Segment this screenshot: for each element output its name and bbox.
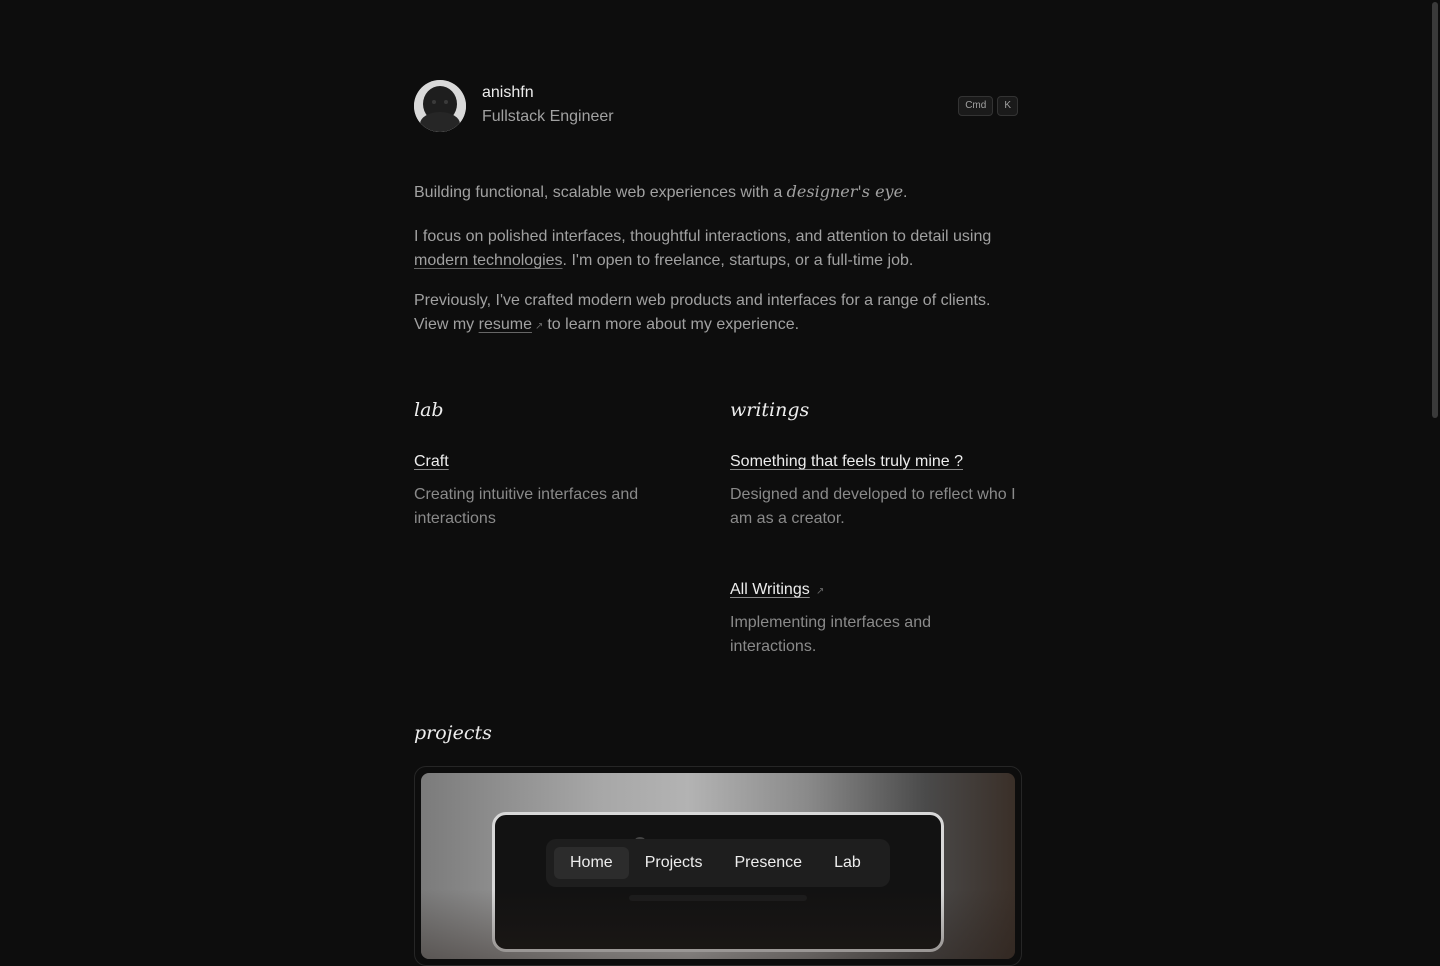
lab-item-craft-desc: Creating intuitive interfaces and interactions xyxy=(414,486,639,527)
focus-text: I focus on polished interfaces, thoughtful interactions, and attention to detail using xyxy=(414,228,992,245)
scrollbar-thumb[interactable] xyxy=(1432,2,1438,418)
all-writings-link[interactable]: All Writings xyxy=(730,581,810,598)
profile-header xyxy=(414,80,1018,132)
previously-text: Previously, I've crafted modern web products and interfaces for a range of clients. View my xyxy=(414,292,991,333)
arrow-up-right-icon: ↗ xyxy=(816,586,825,597)
intro-section xyxy=(414,180,1022,355)
arrow-up-right-icon: ↗ xyxy=(534,321,544,332)
resume-link[interactable]: resume xyxy=(478,316,532,333)
focus-text-end: . I'm open to freelance, startups, or a full-time job. xyxy=(562,252,914,269)
preview-nav-projects: Projects xyxy=(644,854,703,871)
writing-item-link[interactable]: Something that feels truly mine ? xyxy=(730,453,964,470)
device-content-bar xyxy=(629,895,807,901)
tagline-emphasis: designer's eye xyxy=(786,182,904,201)
preview-nav-presence: Presence xyxy=(734,854,803,871)
profile-role: Fullstack Engineer xyxy=(482,108,614,125)
page-scrollbar[interactable] xyxy=(1430,0,1440,900)
lab-section-title: lab xyxy=(414,399,444,421)
projects-section-title: projects xyxy=(414,722,492,744)
preview-nav-home: Home xyxy=(554,847,629,879)
all-writings-desc: Implementing interfaces and interactions. xyxy=(730,614,931,655)
device-mockup xyxy=(492,812,944,952)
project-card[interactable] xyxy=(414,766,1022,966)
preview-nav-bar xyxy=(546,839,890,887)
k-key: K xyxy=(997,96,1018,116)
intro-previously xyxy=(414,289,1022,339)
project-preview-image xyxy=(421,773,1015,959)
avatar xyxy=(414,80,466,132)
writings-section-title: writings xyxy=(730,399,810,421)
tagline-text: Building functional, scalable web experiences with a xyxy=(414,184,787,201)
tagline-period: . xyxy=(903,184,908,201)
intro-tagline xyxy=(414,180,1022,205)
intro-focus xyxy=(414,225,1022,273)
modern-technologies-link[interactable]: modern technologies xyxy=(414,252,563,269)
cmd-key: Cmd xyxy=(958,96,993,116)
preview-nav-lab: Lab xyxy=(834,854,861,871)
previously-text-end: to learn more about my experience. xyxy=(547,316,800,333)
writing-item-desc: Designed and developed to reflect who I am as a creator. xyxy=(730,486,1016,527)
lab-item-craft-link[interactable]: Craft xyxy=(414,453,449,470)
command-menu-shortcut[interactable] xyxy=(958,96,1018,116)
profile-name: anishfn xyxy=(482,84,534,101)
